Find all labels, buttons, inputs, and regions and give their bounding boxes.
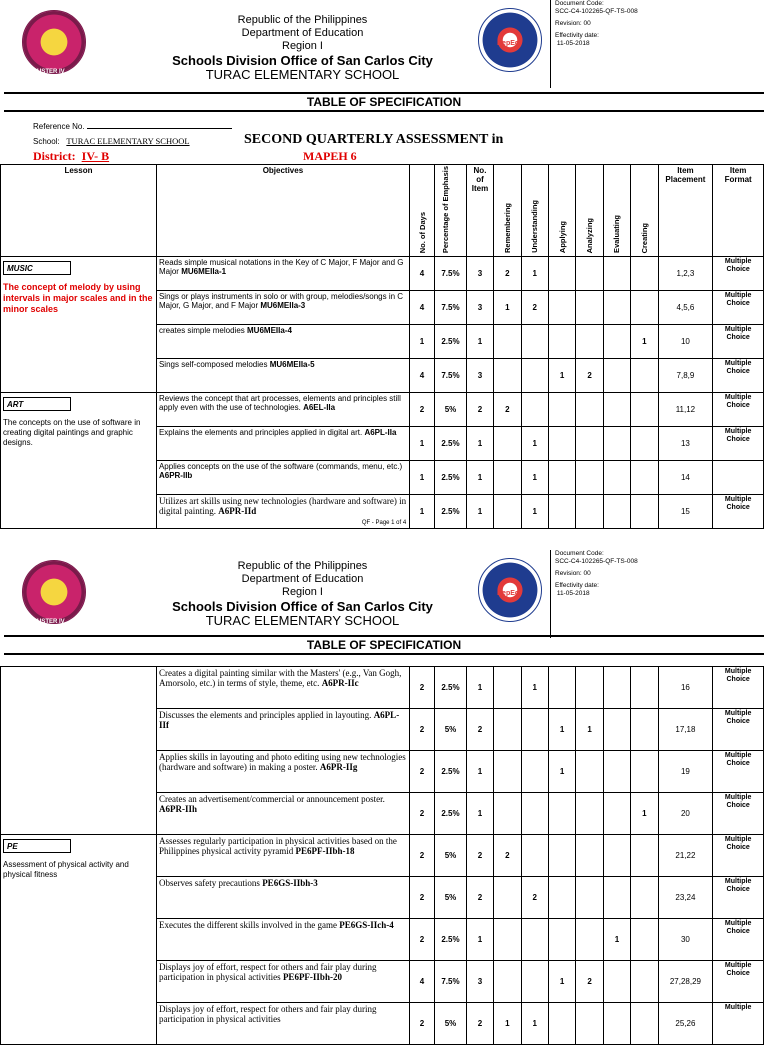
pct-cell: 5%: [435, 1003, 467, 1045]
pct-cell: 2.5%: [435, 461, 467, 495]
pct-cell: 5%: [435, 393, 467, 427]
objective-cell: [156, 325, 409, 359]
eva-cell: [603, 461, 630, 495]
eva-cell: [603, 325, 630, 359]
app-cell: 1: [548, 751, 575, 793]
placement-cell: 7,8,9: [658, 359, 713, 393]
und-cell: [521, 751, 548, 793]
pct-cell: 7.5%: [435, 257, 467, 291]
und-cell: 2: [521, 291, 548, 325]
objective-text: Displays joy of effort, respect for others and fair play during participation in physical activities: [158, 962, 377, 982]
document-info: Document Code: SCC-C4-102265-QF-TS-008 Revision: 00 Effectivity date: 11-05-2018: [550, 550, 768, 638]
col-applying: Applying: [557, 221, 567, 254]
ana-cell: 2: [576, 961, 603, 1003]
cre-cell: [631, 667, 658, 709]
ana-cell: [576, 877, 603, 919]
lesson-cell: [1, 393, 157, 529]
eva-cell: [603, 961, 630, 1003]
objective-text: Assesses regularly participation in physical activities based on the Philippines physical activity pyramid: [158, 836, 397, 856]
app-cell: [548, 325, 575, 359]
lesson-description: The concepts on the use of software in creating digital paintings and graphic designs.: [3, 418, 141, 448]
app-cell: [548, 793, 575, 835]
placement-cell: 4,5,6: [658, 291, 713, 325]
placement-cell: 11,12: [658, 393, 713, 427]
pct-cell: 2.5%: [435, 495, 467, 529]
objective-text: Reviews the concept that art processes, elements and principles still apply even with the use of technologies.: [158, 394, 401, 413]
format-cell: Multiple Choice: [713, 751, 764, 793]
placement-cell: 30: [658, 919, 713, 961]
objective-cell: [156, 291, 409, 325]
days-cell: 1: [409, 427, 434, 461]
objective-cell: [156, 709, 409, 751]
ana-cell: [576, 667, 603, 709]
subject-label: ART: [3, 397, 71, 411]
days-cell: 2: [409, 751, 434, 793]
rem-cell: [494, 359, 521, 393]
ana-cell: 2: [576, 359, 603, 393]
format-cell: Multiple Choice: [713, 393, 764, 427]
specification-table-2: [0, 666, 764, 1045]
objective-cell: [156, 877, 409, 919]
district-field: District: IV- B: [33, 149, 110, 163]
items-cell: 3: [466, 291, 493, 325]
app-cell: 1: [548, 961, 575, 1003]
competency-code: PE6GS-IIbh-3: [262, 878, 318, 888]
lesson-cell: [1, 667, 157, 835]
subject-label: PE: [3, 839, 71, 853]
objective-cell: [156, 961, 409, 1003]
placement-cell: 27,28,29: [658, 961, 713, 1003]
rem-cell: 1: [494, 291, 521, 325]
objective-cell: [156, 393, 409, 427]
format-cell: Multiple Choice: [713, 325, 764, 359]
eva-cell: [603, 291, 630, 325]
format-cell: Multiple Choice: [713, 495, 764, 529]
document-title: TABLE OF SPECIFICATION: [4, 635, 764, 655]
col-items: No. of Item: [466, 165, 493, 257]
app-cell: [548, 257, 575, 291]
subject-field: MAPEH 6: [303, 149, 357, 163]
rem-cell: [494, 709, 521, 751]
ana-cell: [576, 427, 603, 461]
items-cell: 1: [466, 751, 493, 793]
format-cell: Multiple: [713, 1003, 764, 1045]
ana-cell: [576, 325, 603, 359]
und-cell: [521, 793, 548, 835]
items-cell: 1: [466, 495, 493, 529]
pct-cell: 2.5%: [435, 325, 467, 359]
pct-cell: 5%: [435, 877, 467, 919]
eva-cell: 1: [603, 919, 630, 961]
cre-cell: [631, 709, 658, 751]
pct-cell: 5%: [435, 835, 467, 877]
col-understanding: Understanding: [530, 200, 540, 254]
pct-cell: 7.5%: [435, 359, 467, 393]
items-cell: 3: [466, 257, 493, 291]
format-cell: Multiple Choice: [713, 877, 764, 919]
placement-cell: 16: [658, 667, 713, 709]
placement-cell: 13: [658, 427, 713, 461]
col-creating: Creating: [639, 222, 649, 254]
items-cell: 3: [466, 359, 493, 393]
table-row: [1, 393, 764, 427]
cre-cell: 1: [631, 793, 658, 835]
eva-cell: [603, 667, 630, 709]
und-cell: 1: [521, 1003, 548, 1045]
cre-cell: [631, 835, 658, 877]
pct-cell: 2.5%: [435, 427, 467, 461]
eva-cell: [603, 793, 630, 835]
eva-cell: [603, 427, 630, 461]
eva-cell: [603, 877, 630, 919]
format-cell: Multiple Choice: [713, 919, 764, 961]
cre-cell: [631, 461, 658, 495]
app-cell: [548, 835, 575, 877]
placement-cell: 25,26: [658, 1003, 713, 1045]
objective-text: Reads simple musical notations in the Key of C Major, F Major and G Major: [158, 258, 404, 277]
competency-code: A6PR-IIb: [158, 471, 193, 481]
col-analyzing: Analyzing: [585, 217, 595, 254]
division-line: Schools Division Office of San Carlos City: [172, 53, 433, 68]
und-cell: 2: [521, 877, 548, 919]
app-cell: [548, 919, 575, 961]
col-placement: Item Placement: [658, 165, 713, 257]
objective-cell: [156, 461, 409, 495]
days-cell: 1: [409, 495, 434, 529]
objective-text: Creates a digital painting similar with the Masters' (e.g., Van Gogh, Amorsolo, etc.) in terms of style, theme, etc.: [158, 668, 402, 688]
cre-cell: [631, 291, 658, 325]
pct-cell: 7.5%: [435, 961, 467, 1003]
und-cell: 1: [521, 427, 548, 461]
items-cell: 1: [466, 919, 493, 961]
placement-cell: 19: [658, 751, 713, 793]
items-cell: 1: [466, 427, 493, 461]
page-footer: QF - Page 1 of 4: [361, 520, 407, 526]
app-cell: 1: [548, 709, 575, 751]
eva-cell: [603, 751, 630, 793]
deped-seal-icon: DepEd: [478, 8, 542, 72]
lesson-cell: [1, 257, 157, 393]
objective-text: Explains the elements and principles applied in digital art.: [158, 428, 363, 438]
school-line: TURAC ELEMENTARY SCHOOL: [205, 67, 400, 82]
app-cell: [548, 291, 575, 325]
col-lesson: Lesson: [1, 165, 157, 257]
competency-code: MU6MEIIa-1: [181, 267, 227, 277]
rem-cell: [494, 877, 521, 919]
department-line: Department of Education: [241, 27, 364, 39]
cre-cell: [631, 359, 658, 393]
days-cell: 1: [409, 461, 434, 495]
und-cell: [521, 709, 548, 751]
format-cell: Multiple Choice: [713, 257, 764, 291]
ana-cell: [576, 835, 603, 877]
und-cell: [521, 393, 548, 427]
objective-text: Utilizes art skills using new technologies (hardware and software) in digital painting.: [158, 496, 407, 517]
page-2: [0, 550, 768, 1028]
eva-cell: [603, 257, 630, 291]
placement-cell: 14: [658, 461, 713, 495]
und-cell: [521, 835, 548, 877]
rem-cell: [494, 961, 521, 1003]
objective-cell: [156, 359, 409, 393]
objective-cell: [156, 427, 409, 461]
lesson-cell: [1, 835, 157, 1045]
placement-cell: 15: [658, 495, 713, 529]
ana-cell: [576, 793, 603, 835]
pct-cell: 7.5%: [435, 291, 467, 325]
col-evaluating: Evaluating: [612, 215, 622, 254]
objective-text: Applies concepts on the use of the software (commands, menu, etc.): [158, 462, 403, 472]
school-field: School: TURAC ELEMENTARY SCHOOL: [33, 136, 190, 146]
format-cell: Multiple Choice: [713, 835, 764, 877]
cre-cell: [631, 257, 658, 291]
ana-cell: [576, 257, 603, 291]
days-cell: 2: [409, 667, 434, 709]
col-format: Item Format: [713, 165, 764, 257]
competency-code: MU6MEIIa-3: [260, 301, 306, 311]
app-cell: [548, 667, 575, 709]
objective-text: Sings self-composed melodies: [158, 360, 268, 370]
objective-text: creates simple melodies: [158, 326, 245, 336]
items-cell: 1: [466, 793, 493, 835]
rem-cell: [494, 427, 521, 461]
pct-cell: 5%: [435, 709, 467, 751]
division-seal-icon: CLUSTER IV: [22, 10, 86, 74]
objective-text: Observes safety precautions: [158, 878, 260, 888]
rem-cell: [494, 919, 521, 961]
organization-block: Republic of the Philippines Department of Education Region I Schools Division Office of San Carlos City TURAC ELEMENTARY SCHOOL: [172, 560, 433, 628]
days-cell: 4: [409, 257, 434, 291]
items-cell: 2: [466, 709, 493, 751]
rem-cell: 2: [494, 835, 521, 877]
table-row: [1, 257, 764, 291]
format-cell: Multiple Choice: [713, 793, 764, 835]
rem-cell: [494, 325, 521, 359]
rem-cell: [494, 667, 521, 709]
format-cell: [713, 461, 764, 495]
pct-cell: 2.5%: [435, 919, 467, 961]
document-title: TABLE OF SPECIFICATION: [4, 92, 764, 112]
eva-cell: [603, 709, 630, 751]
app-cell: [548, 427, 575, 461]
und-cell: 1: [521, 257, 548, 291]
days-cell: 2: [409, 919, 434, 961]
deped-seal-icon: DepEd: [478, 558, 542, 622]
placement-cell: 17,18: [658, 709, 713, 751]
subject-label: MUSIC: [3, 261, 71, 275]
competency-code: MU6MEIIa-4: [247, 326, 292, 336]
und-cell: [521, 325, 548, 359]
competency-code: A6PR-IIg: [319, 762, 358, 772]
ana-cell: [576, 393, 603, 427]
format-cell: Multiple Choice: [713, 291, 764, 325]
rem-cell: 2: [494, 257, 521, 291]
und-cell: [521, 961, 548, 1003]
rem-cell: [494, 751, 521, 793]
ana-cell: [576, 919, 603, 961]
objective-cell: [156, 257, 409, 291]
competency-code: A6PL-IIf: [158, 710, 400, 730]
days-cell: 2: [409, 793, 434, 835]
format-cell: Multiple Choice: [713, 961, 764, 1003]
col-objectives: Objectives: [156, 165, 409, 257]
days-cell: 2: [409, 709, 434, 751]
eva-cell: [603, 359, 630, 393]
competency-code: A6PR-IIh: [158, 804, 197, 814]
ana-cell: [576, 461, 603, 495]
rem-cell: [494, 461, 521, 495]
competency-code: MU6MEIIa-5: [269, 360, 315, 370]
specification-table-1: [0, 164, 764, 529]
competency-code: PE6PF-IIbh-20: [282, 972, 342, 982]
format-cell: Multiple Choice: [713, 667, 764, 709]
items-cell: 1: [466, 325, 493, 359]
cre-cell: 1: [631, 325, 658, 359]
competency-code: A6PL-IIa: [364, 428, 397, 438]
und-cell: 1: [521, 461, 548, 495]
items-cell: 2: [466, 1003, 493, 1045]
objective-cell: [156, 835, 409, 877]
competency-code: PE6PF-IIbh-18: [295, 846, 355, 856]
division-seal-icon: CLUSTER IV: [22, 560, 86, 624]
lesson-description: The concept of melody by using intervals in major scales and in the minor scales: [3, 282, 153, 315]
competency-code: A6PR-IIc: [321, 678, 359, 688]
cre-cell: [631, 393, 658, 427]
cre-cell: [631, 427, 658, 461]
ana-cell: 1: [576, 709, 603, 751]
days-cell: 4: [409, 359, 434, 393]
items-cell: 2: [466, 835, 493, 877]
days-cell: 4: [409, 961, 434, 1003]
objective-text: Sings or plays instruments in solo or with group, melodies/songs in C Major, G Major, and F Major: [158, 292, 404, 311]
eva-cell: [603, 393, 630, 427]
pct-cell: 2.5%: [435, 667, 467, 709]
cre-cell: [631, 751, 658, 793]
table-row: [1, 835, 764, 877]
objective-text: Displays joy of effort, respect for others and fair play during participation in physical activities: [158, 1004, 377, 1024]
items-cell: 2: [466, 393, 493, 427]
days-cell: 1: [409, 325, 434, 359]
lesson-description: Assessment of physical activity and physical fitness: [3, 860, 129, 879]
days-cell: 2: [409, 1003, 434, 1045]
objective-text: Applies skills in layouting and photo editing using new technologies (hardware and software) in making a poster.: [158, 752, 406, 772]
objective-cell: [156, 919, 409, 961]
placement-cell: 1,2,3: [658, 257, 713, 291]
und-cell: 1: [521, 495, 548, 529]
objective-cell: [156, 667, 409, 709]
format-cell: Multiple Choice: [713, 709, 764, 751]
format-cell: Multiple Choice: [713, 359, 764, 393]
cre-cell: [631, 961, 658, 1003]
col-days: No. of Days: [417, 211, 427, 254]
document-info: Document Code: SCC-C4-102265-QF-TS-008 Revision: 00 Effectivity date: 11-05-2018: [550, 0, 768, 88]
rem-cell: 2: [494, 393, 521, 427]
republic-line: Republic of the Philippines: [237, 14, 368, 26]
competency-code: PE6GS-IIch-4: [339, 920, 394, 930]
pct-cell: 2.5%: [435, 751, 467, 793]
ana-cell: [576, 751, 603, 793]
app-cell: [548, 393, 575, 427]
items-cell: 2: [466, 877, 493, 919]
items-cell: 3: [466, 961, 493, 1003]
competency-code: A6EL-IIa: [303, 403, 336, 413]
rem-cell: [494, 793, 521, 835]
days-cell: 2: [409, 393, 434, 427]
objective-text: Creates an advertisement/commercial or announcement poster.: [158, 794, 385, 804]
days-cell: 2: [409, 835, 434, 877]
objective-text: Discusses the elements and principles applied in layouting.: [158, 710, 372, 720]
ana-cell: [576, 291, 603, 325]
assessment-title: SECOND QUARTERLY ASSESSMENT in: [244, 132, 504, 147]
format-cell: Multiple Choice: [713, 427, 764, 461]
organization-block: [130, 14, 475, 82]
pct-cell: 2.5%: [435, 793, 467, 835]
eva-cell: [603, 835, 630, 877]
table-row: [1, 667, 764, 709]
days-cell: 2: [409, 877, 434, 919]
rem-cell: 1: [494, 1003, 521, 1045]
items-cell: 1: [466, 667, 493, 709]
placement-cell: 23,24: [658, 877, 713, 919]
und-cell: 1: [521, 667, 548, 709]
competency-code: A6PR-IId: [218, 506, 257, 517]
cre-cell: [631, 919, 658, 961]
app-cell: [548, 461, 575, 495]
region-line: Region I: [282, 40, 323, 52]
col-percent: Percentage of Emphasis: [441, 166, 451, 254]
und-cell: [521, 359, 548, 393]
col-remembering: Remembering: [502, 203, 512, 254]
und-cell: [521, 919, 548, 961]
objective-cell: [156, 793, 409, 835]
objective-text: Executes the different skills involved in the game: [158, 920, 338, 930]
cre-cell: [631, 877, 658, 919]
placement-cell: 20: [658, 793, 713, 835]
placement-cell: 21,22: [658, 835, 713, 877]
app-cell: [548, 877, 575, 919]
items-cell: 1: [466, 461, 493, 495]
placement-cell: 10: [658, 325, 713, 359]
reference-no: Reference No.: [33, 122, 232, 131]
days-cell: 4: [409, 291, 434, 325]
app-cell: 1: [548, 359, 575, 393]
objective-cell: [156, 751, 409, 793]
